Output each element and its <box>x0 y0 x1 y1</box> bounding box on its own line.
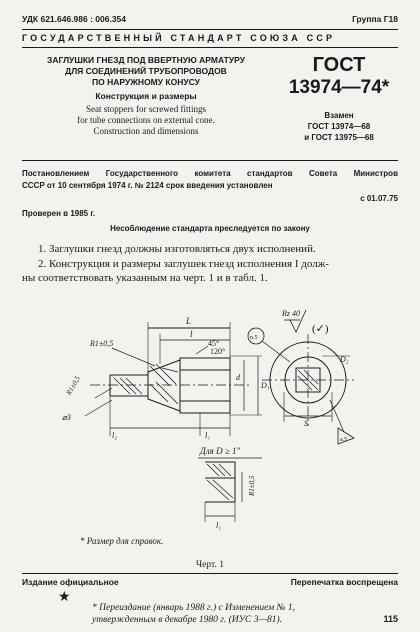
stopper-end-view <box>248 310 354 444</box>
footnote-reference: * Размер для справок. <box>80 536 164 546</box>
dim-S: S <box>304 419 308 428</box>
paragraph-1: 1. Заглушки гнезд должны изготовляться двух исполнений. <box>38 243 316 255</box>
dim-l: l <box>190 329 193 339</box>
detail-l1: l₁ <box>216 521 222 530</box>
page-number: 115 <box>383 614 398 624</box>
dim-l2: l₂ <box>112 431 118 440</box>
title-en-line1: Seat stoppers for screwed fittings <box>86 104 206 114</box>
title-en-line2: for tube connections on external cone. <box>77 115 215 125</box>
official-edition: Издание официальное <box>22 577 119 587</box>
gost-label: ГОСТ <box>312 54 366 76</box>
reprint-prohibited: Перепечатка воспрещена <box>290 577 398 587</box>
gost-block <box>280 54 398 143</box>
gost-number: 13974—74* <box>288 77 390 98</box>
law-notice: Несоблюдение стандарта преследуется по закону <box>110 224 310 233</box>
group-code: Группа Г18 <box>352 14 398 24</box>
dim-angle-45: 45° <box>208 339 220 348</box>
paragraph-2-line1: 2. Конструкция и размеры заглушек гнезд исполнения I долж- <box>38 258 329 270</box>
title-en-line3: Construction and dimensions <box>93 126 199 136</box>
dim-phi3: ⌀3 <box>62 413 71 422</box>
title-ru-subtitle: Конструкция и размеры <box>95 91 197 101</box>
roughness-n5: n.5 <box>250 335 258 341</box>
drawing-figure-1 <box>0 288 420 550</box>
dim-angle-120: 120° <box>210 347 226 356</box>
reissue-line2: утвержденным в декабре 1980 г. (ИУС 3—81). <box>92 615 282 625</box>
dim-L: L <box>186 316 192 326</box>
roughness-check: (✓) <box>312 323 329 335</box>
decree-date: с 01.07.75 <box>360 194 398 203</box>
checked-year: Проверен в 1985 г. <box>22 209 96 218</box>
detail-condition: Для D ≥ 1" <box>200 446 241 456</box>
dim-radius-side: R1±0,5 <box>64 374 82 397</box>
decree-line2: СССР от 10 сентября 1974 г. № 2124 срок введения установлен <box>22 181 273 190</box>
dim-D1: D₁ <box>261 381 270 390</box>
decree-line1: Постановлением Государственного комитета стандартов Совета Министров <box>22 169 398 178</box>
dim-D2: D₂ <box>340 355 349 364</box>
dim-d: d <box>236 373 240 382</box>
footer-rule <box>22 573 398 574</box>
title-block <box>22 55 270 137</box>
header-rule-bottom <box>22 47 398 48</box>
udk-code: УДК 621.646.986 : 006.354 <box>22 14 127 24</box>
dim-radius-top: R1±0,5 <box>90 339 114 348</box>
title-ru-line1: ЗАГЛУШКИ ГНЕЗД ПОД ВВЕРТНУЮ АРМАТУРУ <box>47 55 245 65</box>
replace-label: Взамен <box>324 111 354 120</box>
title-ru-line2: ДЛЯ СОЕДИНЕНИЙ ТРУБОПРОВОДОВ <box>65 66 227 76</box>
roughness-rz: Rz 40 <box>282 309 300 318</box>
roughness-a5: a.5 <box>340 437 348 443</box>
replace-gost-1: ГОСТ 13974—68 <box>307 122 371 131</box>
state-standard-line: ГОСУДАРСТВЕННЫЙ СТАНДАРТ СОЮЗА ССР <box>22 33 336 43</box>
figure-caption: Черт. 1 <box>196 560 224 570</box>
dim-l1: l₁ <box>205 431 211 440</box>
detail-radius: R1±0,5 <box>248 475 256 496</box>
title-rule <box>22 160 398 161</box>
star-icon: ★ <box>58 588 71 604</box>
replace-gost-2: и ГОСТ 13975—68 <box>304 133 374 142</box>
paragraph-2-line2: ны соответствовать указанным на черт. 1 и в табл. 1. <box>22 272 268 284</box>
header-rule-top <box>22 29 398 30</box>
reissue-note <box>92 602 295 626</box>
title-ru-line3: ПО НАРУЖНОМУ КОНУСУ <box>92 77 200 87</box>
reissue-line1: * Переиздание (январь 1988 г.) с Изменением № 1, <box>92 603 295 613</box>
